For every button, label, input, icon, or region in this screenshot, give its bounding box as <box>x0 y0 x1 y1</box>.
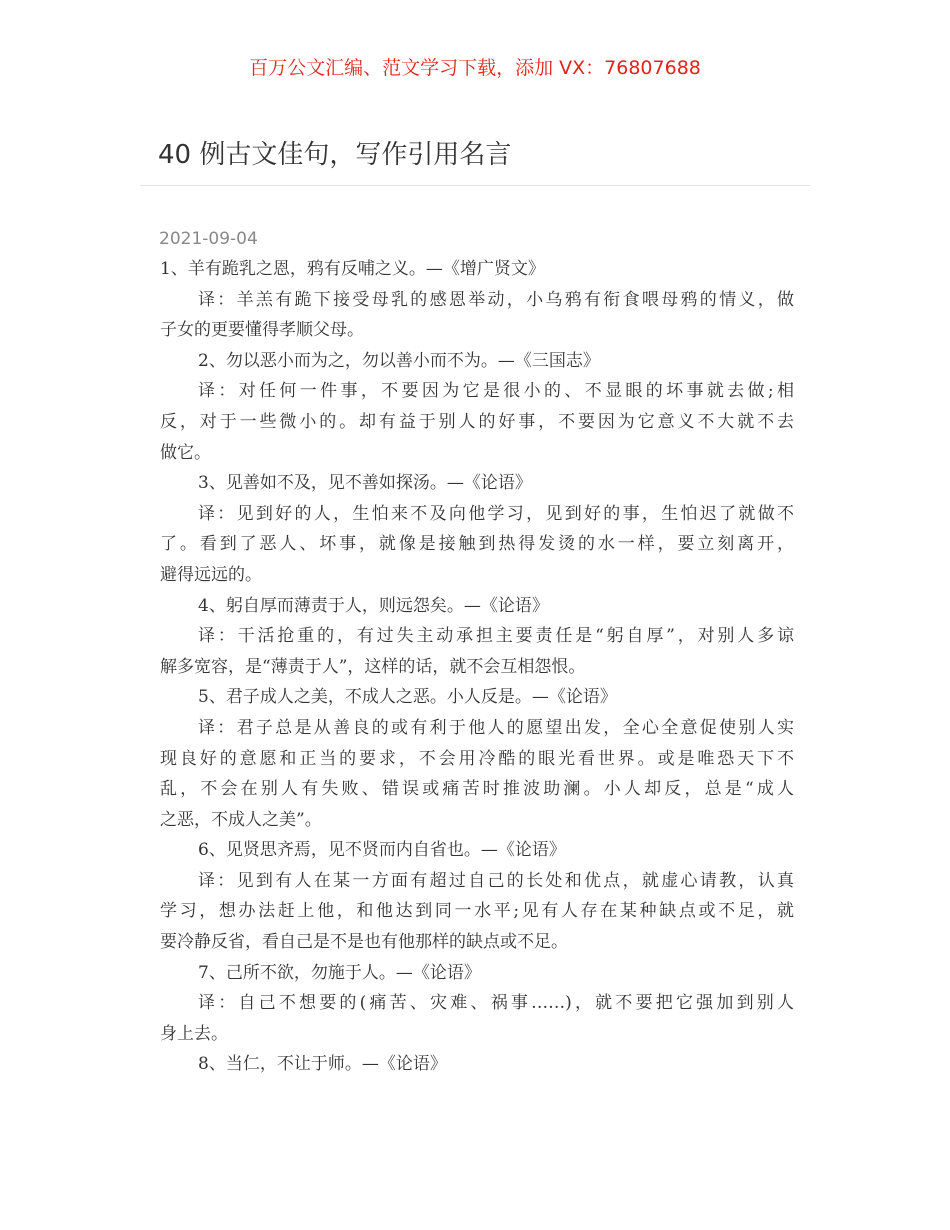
paragraph-line: 4、躬自厚而薄责于人，则远怨矣。—《论语》 <box>198 595 549 616</box>
paragraph-line: 乱，不会在别人有失败、错误或痛苦时推波助澜。小人却反，总是“成人 <box>160 779 794 800</box>
paragraph-line: 译：见到好的人，生怕来不及向他学习，见到好的事，生怕迟了就做不 <box>198 503 794 524</box>
paragraph <box>160 254 794 285</box>
paragraph-line: 现良好的意愿和正当的要求，不会用冷酷的眼光看世界。或是唯恐天下不 <box>160 748 794 769</box>
paragraph <box>160 499 794 591</box>
paragraph <box>160 866 794 958</box>
paragraph <box>160 285 794 346</box>
paragraph <box>160 988 794 1049</box>
paragraph <box>160 591 794 622</box>
paragraph-line: 避得远远的。 <box>160 564 262 585</box>
paragraph-line: 7、己所不欲，勿施于人。—《论语》 <box>198 962 481 983</box>
title-divider <box>140 185 810 186</box>
paragraph-line: 3、见善如不及，见不善如探汤。—《论语》 <box>198 473 532 494</box>
paragraph-line: 5、君子成人之美，不成人之恶。小人反是。—《论语》 <box>198 687 617 708</box>
article-body <box>160 254 794 1080</box>
paragraph-line: 身上去。 <box>160 1023 228 1044</box>
paragraph-line: 6、见贤思齐焉，见不贤而内自省也。—《论语》 <box>198 840 566 861</box>
paragraph <box>160 835 794 866</box>
paragraph <box>160 346 794 377</box>
paragraph-line: 译：对任何一件事，不要因为它是很小的、不显眼的坏事就去做;相 <box>198 381 794 402</box>
paragraph-line: 译：干活抢重的，有过失主动承担主要责任是“躬自厚”，对别人多谅 <box>198 626 794 647</box>
promo-banner: 百万公文汇编、范文学习下载，添加 VX：76807688 <box>249 57 701 79</box>
paragraph-line: 1、羊有跪乳之恩，鸦有反哺之义。—《增广贤文》 <box>160 259 545 279</box>
paragraph-line: 解多宽容，是“薄责于人”，这样的话，就不会互相怨恨。 <box>160 656 586 677</box>
paragraph-line: 子女的更要懂得孝顺父母。 <box>160 320 364 341</box>
paragraph-line: 做它。 <box>160 442 211 463</box>
paragraph-line: 译：见到有人在某一方面有超过自己的长处和优点，就虚心请教，认真 <box>198 870 794 891</box>
paragraph <box>160 621 794 682</box>
paragraph-line: 译：羊羔有跪下接受母乳的感恩举动，小乌鸦有衔食喂母鸦的情义，做 <box>198 289 794 310</box>
paragraph-line: 译：自己不想要的(痛苦、灾难、祸事……)，就不要把它强加到别人 <box>198 993 794 1014</box>
publish-date: 2021-09-04 <box>159 229 258 249</box>
paragraph-line: 学习，想办法赶上他，和他达到同一水平;见有人存在某种缺点或不足，就 <box>160 901 794 922</box>
paragraph <box>160 1049 794 1080</box>
paragraph <box>160 468 794 499</box>
paragraph-line: 之恶，不成人之美”。 <box>160 809 322 830</box>
paragraph <box>160 682 794 713</box>
paragraph-line: 反，对于一些微小的。却有益于别人的好事，不要因为它意义不大就不去 <box>160 411 794 432</box>
paragraph-line: 要冷静反省，看自己是不是也有他那样的缺点或不足。 <box>160 932 568 953</box>
paragraph <box>160 713 794 835</box>
paragraph-line: 了。看到了恶人、坏事，就像是接触到热得发烫的水一样，要立刻离开， <box>160 534 794 555</box>
paragraph <box>160 376 794 468</box>
paragraph <box>160 958 794 989</box>
paragraph-line: 译：君子总是从善良的或有利于他人的愿望出发，全心全意促使别人实 <box>198 717 794 738</box>
paragraph-line: 8、当仁，不让于师。—《论语》 <box>198 1054 447 1075</box>
article-title: 40 例古文佳句，写作引用名言 <box>158 140 512 170</box>
paragraph-line: 2、勿以恶小而为之，勿以善小而不为。—《三国志》 <box>198 350 600 371</box>
